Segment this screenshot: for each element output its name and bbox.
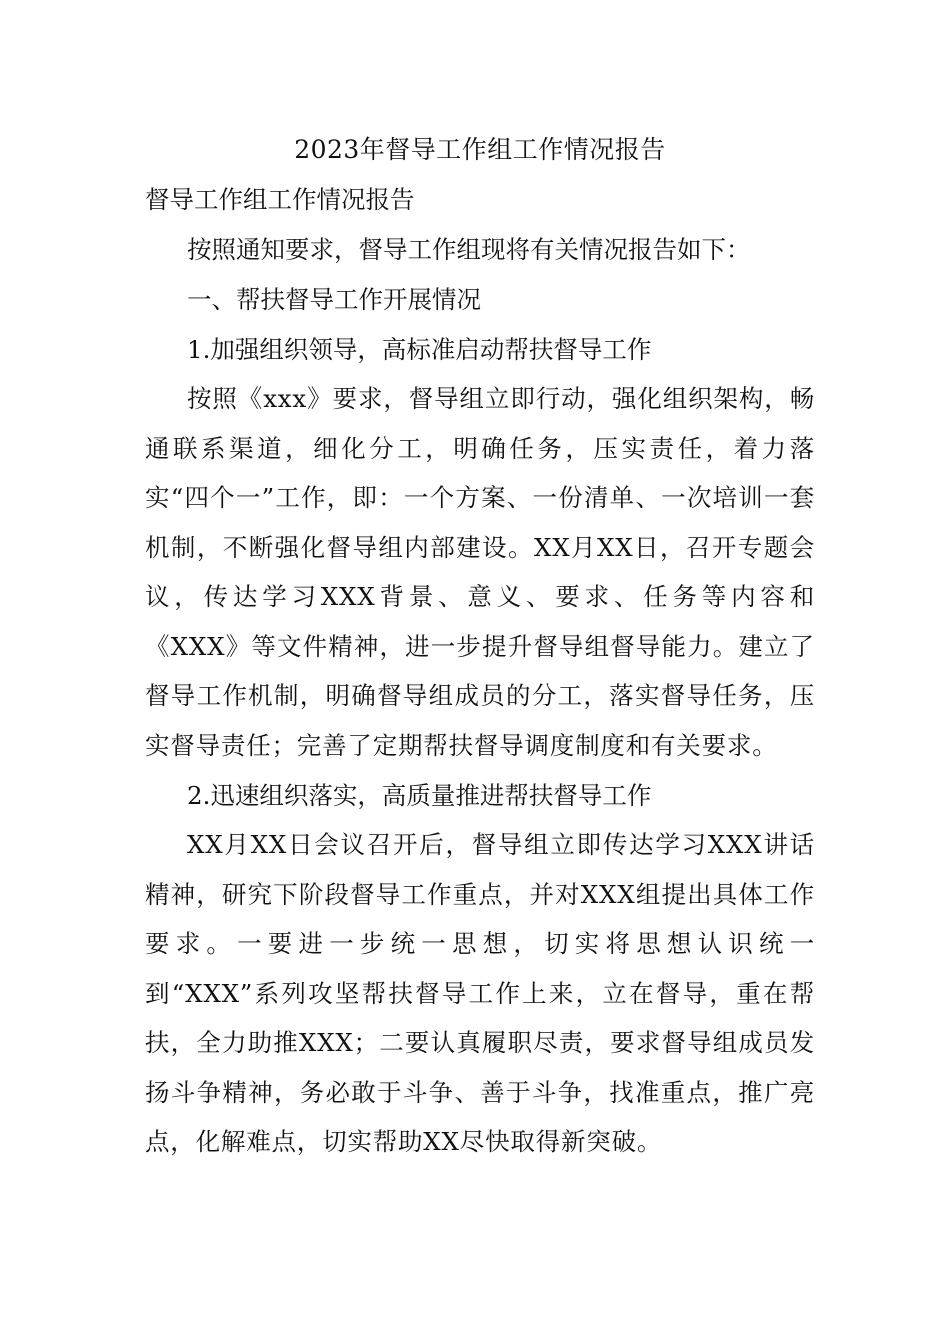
item-1-heading: 1.加强组织领导，高标准启动帮扶督导工作: [187, 335, 652, 364]
item-1-body: 按照《xxx》要求，督导组立即行动，强化组织架构，畅通联系渠道，细化分工，明确任务，压实责任，着力落实“四个一”工作，即：一个方案、一份清单、一次培训一套机制，不断强化督导组内部建设。XX月XX日，召开专题会议，传达学习XXX背景、意义、要求、任务等内容和《XXX》等文件精神，进一步提升督导组督导能力。建立了督导工作机制，明确督导组成员的分工，落实督导任务，压实督导责任；完善了定期帮扶督导调度制度和有关要求。: [145, 384, 815, 760]
intro-paragraph: 按照通知要求，督导工作组现将有关情况报告如下：: [187, 235, 751, 264]
document-body: [145, 128, 815, 1167]
item-2-heading: 2.迅速组织落实，高质量推进帮扶督导工作: [187, 781, 652, 810]
document-title: 2023年督导工作组工作情况报告: [294, 135, 666, 164]
item-2-body: XX月XX日会议召开后，督导组立即传达学习XXX讲话精神，研究下阶段督导工作重点，并对XXX组提出具体工作要求。一要进一步统一思想，切实将思想认识统一到“XXX”系列攻坚帮扶督导工作上来，立在督导，重在帮扶，全力助推XXX；二要认真履职尽责，要求督导组成员发扬斗争精神，务必敢于斗争、善于斗争，找准重点，推广亮点，化解难点，切实帮助XX尽快取得新突破。: [145, 830, 815, 1156]
section-1-heading: 一、帮扶督导工作开展情况: [187, 285, 481, 314]
document-subtitle: 督导工作组工作情况报告: [145, 185, 415, 214]
